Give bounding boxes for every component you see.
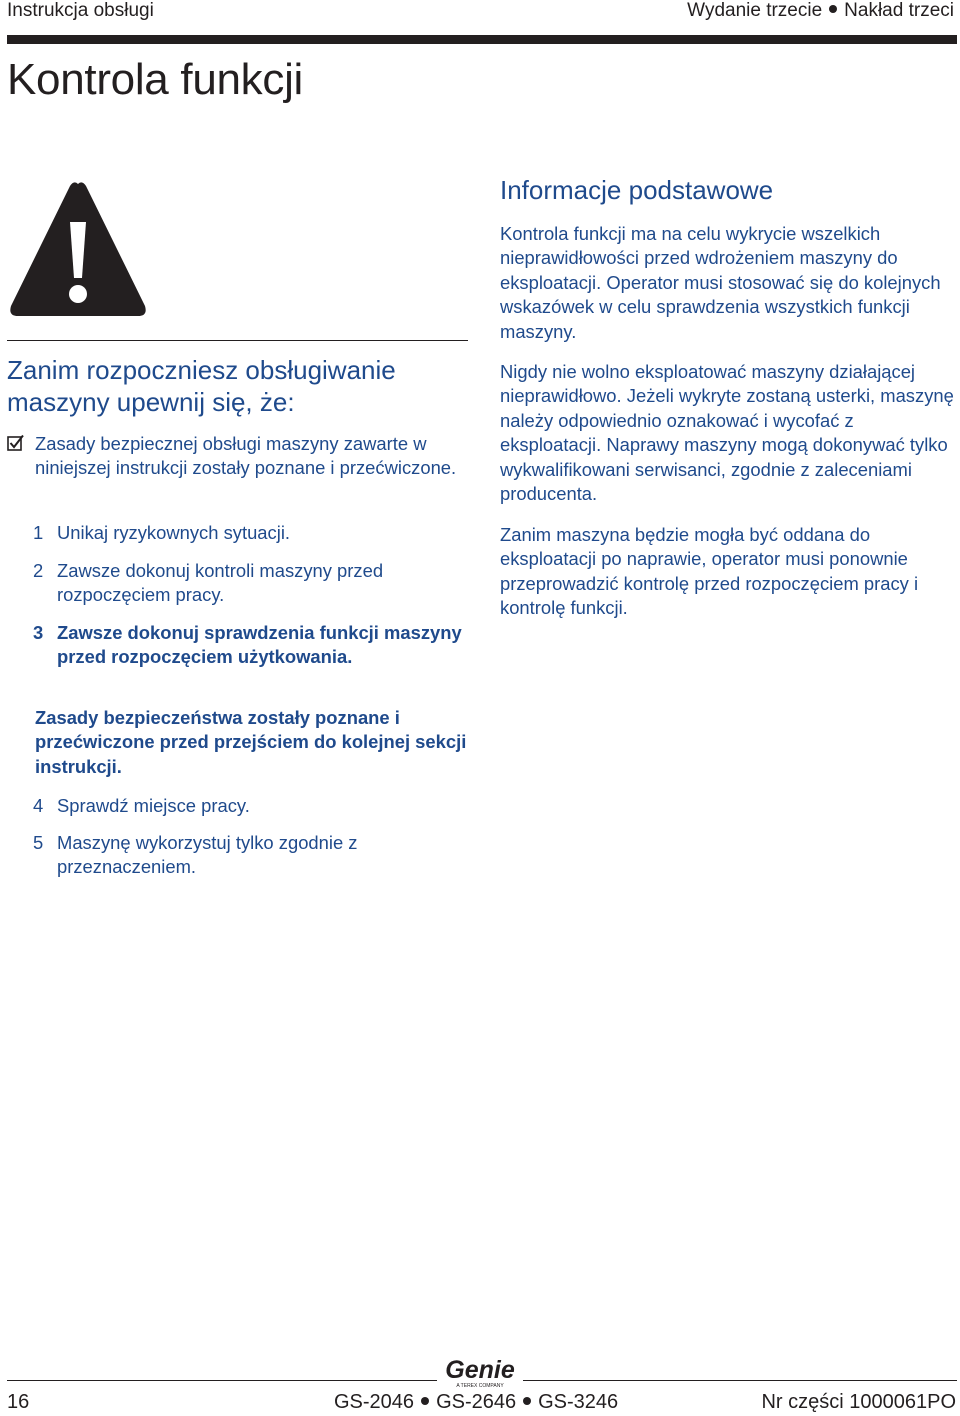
header-printing: Nakład trzeci (844, 0, 954, 21)
item-number: 4 (33, 795, 44, 816)
bullet-dot-icon (421, 1397, 429, 1405)
page-number: 16 (7, 1391, 30, 1413)
footer-rule (523, 1380, 957, 1381)
header-rule (7, 35, 957, 44)
bullet-dot-icon (523, 1397, 531, 1405)
footer-rule (7, 1380, 437, 1381)
checkbox-checked-icon (7, 434, 25, 452)
footer-models (334, 1390, 618, 1414)
sentence: Jeżeli wykryte zostaną usterki, maszynę należy odpowiednio oznakować i wycofać z eksploatacji. (500, 385, 954, 456)
sentence: Naprawy maszyny mogą dokonywać tylko wykwalifikowani serwisanci, zgodnie z zaleceniami producenta. (500, 434, 948, 505)
item-number: 2 (33, 560, 44, 581)
paragraph (500, 360, 955, 506)
sentence: Nigdy nie wolno eksploatować maszyny działającej nieprawidłowo. (500, 361, 916, 407)
item-text: Maszynę wykorzystuj tylko zgodnie z przeznaczeniem. (57, 832, 358, 878)
item-text: Sprawdź miejsce pracy. (57, 795, 250, 816)
checklist-text: Zasady bezpiecznej obsługi maszyny zawarte w niniejszej instrukcji zostały poznane i przećwiczone. (35, 433, 457, 479)
left-section-heading: Zanim rozpoczniesz obsługiwanie maszyny upewnij się, że: (7, 355, 396, 417)
item-number: 5 (33, 832, 44, 853)
header-edition: Wydanie trzecie (687, 0, 823, 21)
numbered-item (33, 794, 473, 818)
part-number: Nr części 1000061PO (761, 1391, 956, 1413)
sentence: Kontrola funkcji ma na celu wykrycie wszelkich nieprawidłowości przed wdrożeniem maszyny do eksploatacji. (500, 223, 898, 293)
item-text: Zawsze dokonuj sprawdzenia funkcji maszyny przed rozpoczęciem użytkowania. (57, 622, 462, 668)
sentence: Operator musi stosować się do kolejnych wskazówek w celu sprawdzenia wszystkich funkcji maszyny. (500, 271, 941, 342)
item-text: Zawsze dokonuj kontroli maszyny przed rozpoczęciem pracy. (57, 560, 384, 606)
logo-subtext: A TEREX COMPANY (456, 1383, 504, 1389)
item-number: 1 (33, 522, 44, 543)
bullet-dot-icon (829, 5, 837, 13)
model-name: GS-2046 (334, 1391, 415, 1413)
numbered-item (33, 559, 473, 608)
numbered-item (33, 831, 473, 880)
numbered-item (33, 621, 473, 670)
checklist-item (7, 432, 477, 481)
section-divider (7, 340, 468, 341)
model-name: GS-3246 (538, 1391, 619, 1413)
page-title: Kontrola funkcji (7, 55, 304, 104)
genie-logo (441, 1356, 519, 1390)
right-section-heading: Informacje podstawowe (500, 175, 774, 205)
paragraph (500, 222, 955, 344)
item-number: 3 (33, 622, 44, 643)
model-name: GS-2646 (436, 1391, 517, 1413)
exclamation-triangle-icon (7, 178, 149, 322)
logo-text: Genie (445, 1356, 515, 1384)
header-manual-title: Instrukcja obsługi (7, 0, 154, 21)
paragraph: Zanim maszyna będzie mogła być oddana do eksploatacji po naprawie, operator musi ponownie przeprowadzić kontrolę przed rozpoczęciem pracy i kontrolę funkcji. (500, 524, 919, 619)
numbered-item (33, 521, 473, 545)
safety-note: Zasady bezpieczeństwa zostały poznane i przećwiczone przed przejściem do kolejnej sekcji instrukcji. (35, 707, 467, 777)
item-text: Unikaj ryzykownych sytuacji. (57, 522, 291, 543)
header-edition-info (687, 0, 954, 22)
